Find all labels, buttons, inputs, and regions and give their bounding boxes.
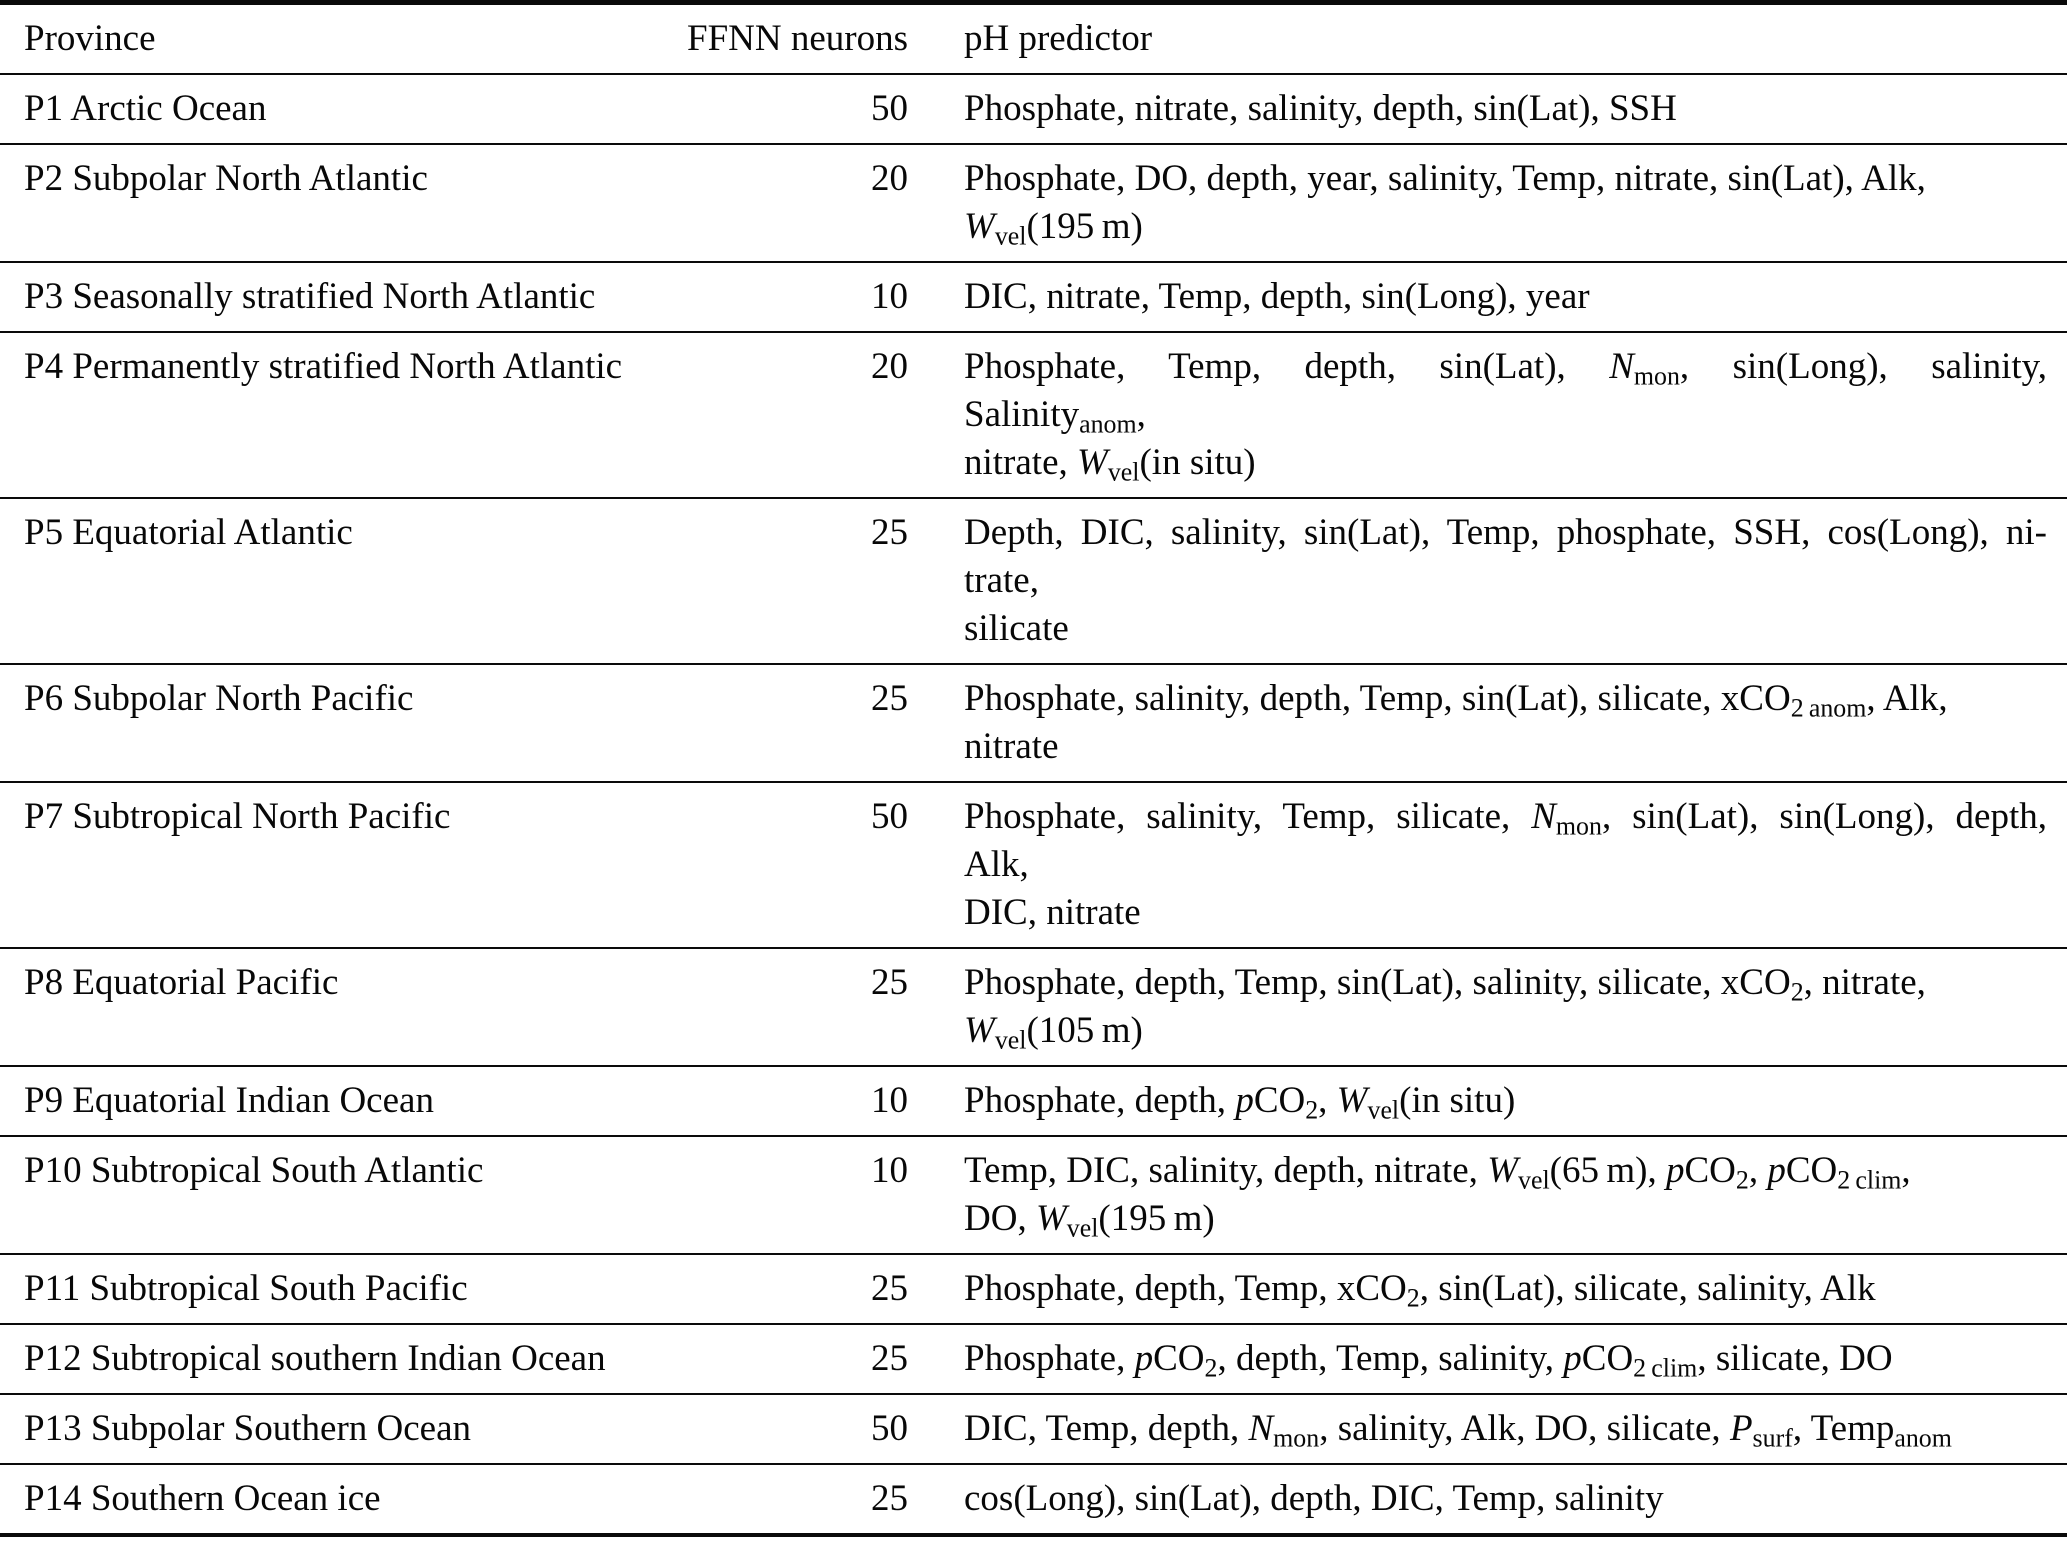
predictor-subscript: 2 — [1305, 1095, 1319, 1125]
predictor-text: Phosphate, salinity, depth, Temp, sin(Lat), silicate, xCO — [964, 678, 1791, 719]
column-header-province: Province — [24, 18, 156, 59]
province-cell: P8 Equatorial Pacific — [24, 962, 339, 1003]
predictor-text: DIC, nitrate, Temp, depth, sin(Long), year — [964, 276, 1590, 317]
table-row — [0, 1254, 2067, 1324]
province-cell: P9 Equatorial Indian Ocean — [24, 1080, 434, 1121]
province-cell: P3 Seasonally stratified North Atlantic — [24, 276, 596, 317]
predictor-text: W — [1035, 1198, 1067, 1239]
predictor-text: N — [1609, 346, 1634, 387]
predictor-text: , — [1136, 394, 1146, 435]
predictor-text: , sin(Lat), sin(Long), depth, — [1601, 796, 2047, 837]
table-row — [0, 782, 2067, 948]
predictor-text: , nitrate, — [1803, 962, 1926, 1003]
predictor-text: Phosphate, depth, — [964, 1080, 1236, 1121]
predictor-text: (195 m) — [1026, 206, 1143, 247]
predictor-text: CO — [1153, 1338, 1205, 1379]
table-body — [0, 74, 2067, 1535]
ph-predictor-cell — [910, 74, 2067, 144]
ffnn-neurons-cell: 10 — [871, 1080, 908, 1121]
predictor-line — [964, 509, 2047, 557]
province-cell: P7 Subtropical North Pacific — [24, 796, 451, 837]
predictor-subscript: vel — [994, 1025, 1027, 1055]
ph-predictor-cell — [910, 782, 2067, 948]
ph-predictor-cell — [910, 948, 2067, 1066]
predictor-line — [964, 85, 2047, 133]
predictor-subscript: mon — [1555, 811, 1602, 841]
predictor-text: CO — [1253, 1080, 1306, 1121]
predictor-text: CO — [1785, 1150, 1838, 1191]
header-row — [0, 3, 2067, 75]
predictor-subscript: vel — [1107, 457, 1140, 487]
ffnn-neurons-cell: 25 — [871, 678, 908, 719]
table-row — [0, 1464, 2067, 1535]
predictor-subscript: surf — [1752, 1423, 1793, 1453]
predictor-text: W — [964, 1010, 995, 1051]
province-cell: P13 Subpolar Southern Ocean — [24, 1408, 472, 1449]
predictor-line — [964, 723, 2047, 771]
predictor-text: (in situ) — [1139, 442, 1256, 483]
predictor-subscript: vel — [1518, 1165, 1550, 1195]
ffnn-neurons-cell: 20 — [871, 346, 908, 387]
predictor-text: , Temp — [1792, 1408, 1895, 1449]
predictor-line — [964, 959, 2047, 1007]
province-cell: P12 Subtropical southern Indian Ocean — [24, 1338, 606, 1379]
predictor-text: cos(Long), sin(Lat), depth, DIC, Temp, salinity — [964, 1478, 1664, 1519]
province-cell: P1 Arctic Ocean — [24, 88, 267, 129]
ph-predictor-cell — [910, 1066, 2067, 1136]
predictor-subscript: 2 anom — [1790, 693, 1867, 723]
table-row — [0, 1394, 2067, 1464]
predictor-text: , Alk, — [1866, 678, 1948, 719]
predictor-text: DO, — [964, 1198, 1036, 1239]
predictor-line — [964, 889, 2047, 937]
table-row — [0, 332, 2067, 498]
predictor-subscript: vel — [994, 221, 1027, 251]
predictor-text: nitrate, — [964, 442, 1078, 483]
predictor-text: (65 m), — [1549, 1150, 1666, 1191]
ffnn-neurons-cell: 50 — [871, 796, 908, 837]
predictor-subscript: mon — [1273, 1423, 1320, 1453]
predictor-text: DIC, nitrate — [964, 892, 1141, 933]
predictor-line — [964, 203, 2047, 251]
ph-predictor-cell — [910, 332, 2067, 498]
predictor-text: Phosphate, DO, depth, year, salinity, Temp, nitrate, sin(Lat), Alk, — [964, 158, 1926, 199]
ffnn-neurons-cell: 25 — [871, 512, 908, 553]
ph-predictor-cell — [910, 262, 2067, 332]
ffnn-neurons-cell: 25 — [871, 1268, 908, 1309]
predictor-text: p — [1666, 1150, 1685, 1191]
predictor-text: W — [1077, 442, 1108, 483]
predictor-text: Phosphate, Temp, depth, sin(Lat), — [964, 346, 1610, 387]
ffnn-neurons-cell: 50 — [871, 88, 908, 129]
predictor-text: , salinity, Alk, DO, silicate, — [1319, 1408, 1730, 1449]
predictor-text: W — [1336, 1080, 1368, 1121]
predictor-text: Alk, — [964, 844, 1029, 885]
predictor-text: (105 m) — [1026, 1010, 1143, 1051]
ph-predictor-cell — [910, 1324, 2067, 1394]
predictor-text: Temp, DIC, salinity, depth, nitrate, — [964, 1150, 1488, 1191]
predictor-text: CO — [1581, 1338, 1634, 1379]
province-cell: P14 Southern Ocean ice — [24, 1478, 381, 1519]
predictor-line — [964, 1007, 2047, 1055]
predictor-text: W — [1487, 1150, 1519, 1191]
predictor-line — [964, 1195, 2047, 1243]
predictor-text: Salinity — [964, 394, 1080, 435]
predictor-line — [964, 391, 2047, 439]
predictor-text: , — [1748, 1150, 1768, 1191]
table-row — [0, 262, 2067, 332]
predictor-text: p — [1134, 1338, 1154, 1379]
table-row — [0, 498, 2067, 664]
ph-predictor-cell — [910, 1394, 2067, 1464]
province-cell: P4 Permanently stratified North Atlantic — [24, 346, 623, 387]
ph-predictor-cell — [910, 664, 2067, 782]
predictor-text: Phosphate, salinity, Temp, silicate, — [964, 796, 1532, 837]
table-row — [0, 664, 2067, 782]
predictor-subscript: 2 — [1735, 1165, 1749, 1195]
predictor-line — [964, 273, 2047, 321]
predictor-line — [964, 557, 2047, 605]
ffnn-neurons-cell: 10 — [871, 1150, 908, 1191]
column-header-ffnn-neurons: FFNN neurons — [687, 18, 908, 59]
predictor-text: silicate — [964, 608, 1069, 649]
predictor-text: , — [1901, 1150, 1911, 1191]
predictor-subscript: vel — [1367, 1095, 1400, 1125]
predictor-line — [964, 1265, 2047, 1313]
predictor-subscript: mon — [1633, 361, 1680, 391]
predictor-line — [964, 343, 2047, 391]
table-row — [0, 1324, 2067, 1394]
predictor-text: , — [1318, 1080, 1337, 1121]
predictor-text: Depth, DIC, salinity, sin(Lat), Temp, phosphate, SSH, cos(Long), ni- — [964, 512, 2047, 553]
column-header-ph-predictor: pH predictor — [964, 18, 1153, 59]
predictor-text: p — [1563, 1338, 1582, 1379]
predictor-line — [964, 1475, 2047, 1523]
predictor-text: (in situ) — [1399, 1080, 1516, 1121]
predictor-subscript: anom — [1894, 1423, 1952, 1453]
province-cell: P6 Subpolar North Pacific — [24, 678, 414, 719]
predictor-text: Phosphate, depth, Temp, sin(Lat), salinity, silicate, xCO — [964, 962, 1791, 1003]
predictor-line — [964, 1335, 2047, 1383]
ph-predictor-cell — [910, 1464, 2067, 1535]
predictor-subscript: 2 — [1204, 1353, 1218, 1383]
predictor-text: DIC, Temp, depth, — [964, 1408, 1249, 1449]
predictor-text: trate, — [964, 560, 1039, 601]
predictor-text: , sin(Lat), silicate, salinity, Alk — [1419, 1268, 1876, 1309]
predictor-line — [964, 1147, 2047, 1195]
predictor-text: nitrate — [964, 726, 1059, 767]
ph-predictor-cell — [910, 1136, 2067, 1254]
predictor-text: (195 m) — [1098, 1198, 1215, 1239]
ffnn-neurons-cell: 20 — [871, 158, 908, 199]
predictor-line — [964, 1077, 2047, 1125]
predictor-subscript: vel — [1066, 1213, 1099, 1243]
province-cell: P10 Subtropical South Atlantic — [24, 1150, 484, 1191]
predictor-text: CO — [1684, 1150, 1736, 1191]
ph-predictor-cell — [910, 498, 2067, 664]
predictor-text: W — [964, 206, 995, 247]
province-cell: P5 Equatorial Atlantic — [24, 512, 353, 553]
predictor-line — [964, 1405, 2047, 1453]
predictor-text: Phosphate, nitrate, salinity, depth, sin(Lat), SSH — [964, 88, 1677, 129]
ffnn-neurons-cell: 25 — [871, 1478, 908, 1519]
predictor-line — [964, 439, 2047, 487]
predictor-line — [964, 841, 2047, 889]
table-row — [0, 1066, 2067, 1136]
predictor-subscript: 2 — [1406, 1283, 1420, 1313]
predictor-text: P — [1729, 1408, 1753, 1449]
predictor-line — [964, 605, 2047, 653]
table-row — [0, 74, 2067, 144]
ffnn-neurons-cell: 25 — [871, 1338, 908, 1379]
predictor-text: p — [1767, 1150, 1786, 1191]
predictor-line — [964, 675, 2047, 723]
predictor-subscript: anom — [1079, 409, 1137, 439]
ffnn-neurons-cell: 25 — [871, 962, 908, 1003]
table-row — [0, 1136, 2067, 1254]
ph-predictor-cell — [910, 1254, 2067, 1324]
predictor-subscript: 2 clim — [1837, 1165, 1902, 1195]
ffnn-neurons-cell: 50 — [871, 1408, 908, 1449]
table-header — [0, 3, 2067, 75]
predictor-subscript: 2 clim — [1633, 1353, 1698, 1383]
predictor-text: N — [1531, 796, 1556, 837]
predictor-line — [964, 793, 2047, 841]
predictor-text: p — [1235, 1080, 1254, 1121]
predictor-text: , depth, Temp, salinity, — [1217, 1338, 1564, 1379]
table-row — [0, 948, 2067, 1066]
table-row — [0, 144, 2067, 262]
predictor-text: Phosphate, depth, Temp, xCO — [964, 1268, 1407, 1309]
predictor-text: N — [1248, 1408, 1274, 1449]
predictor-text: , sin(Long), salinity, — [1679, 346, 2047, 387]
predictor-line — [964, 155, 2047, 203]
predictor-subscript: 2 — [1790, 977, 1804, 1007]
predictor-text: , silicate, DO — [1697, 1338, 1893, 1379]
ph-predictor-cell — [910, 144, 2067, 262]
ffnn-neurons-cell: 10 — [871, 276, 908, 317]
province-cell: P11 Subtropical South Pacific — [24, 1268, 468, 1309]
predictor-text: Phosphate, — [964, 1338, 1135, 1379]
province-cell: P2 Subpolar North Atlantic — [24, 158, 428, 199]
